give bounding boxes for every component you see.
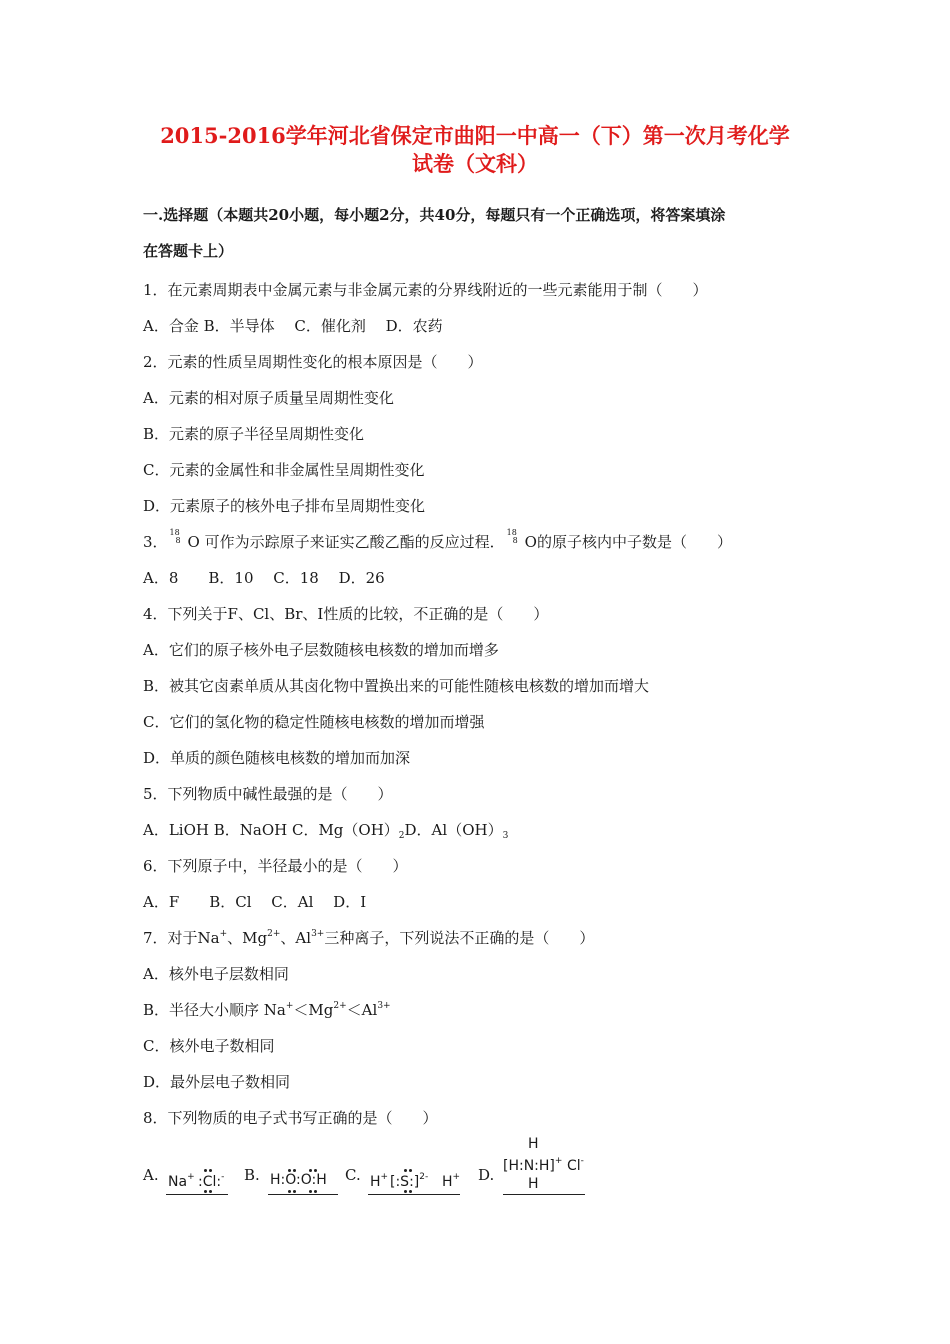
q7-option-c: C．核外电子数相同 [143, 1037, 275, 1055]
q7-option-b: B．半径大小顺序 $Na^+<Mg^{2+}<Al^{3+}$ [143, 1001, 391, 1019]
section-heading: 一.选择题（本题共20小题，每小题2分，共40分，每题只有一个正确选项，将答案填涂 [143, 206, 726, 224]
q8-letter-d: D. [478, 1166, 495, 1184]
formula-a: Na+ :Cl:- [166, 1138, 228, 1198]
q1-stem: 1．在元素周期表中金属元素与非金属元素的分界线附近的一些元素能用于制（ ） [143, 281, 708, 299]
q3-stem: 3． 18 8 O 可作为示踪原子来证实乙酸乙酯的反应过程． 18 8 O的原子核内中子数是（ ） [143, 528, 732, 551]
title-line-1: 2015-2016学年河北省保定市曲阳一中高一（下）第一次月考化学 [160, 123, 790, 148]
q8-letter-a: A. [143, 1166, 159, 1184]
formula-d: H [H:N:H]+ Cl- H [503, 1138, 587, 1198]
q2-option-b: B．元素的原子半径呈周期性变化 [143, 425, 365, 443]
isotope-label: 18 8 [169, 528, 181, 545]
q7-option-d: D．最外层电子数相同 [143, 1073, 291, 1091]
q4-option-c: C．它们的氢化物的稳定性随核电核数的增加而增强 [143, 713, 485, 731]
q4-stem: 4．下列关于F、Cl、Br、I性质的比较，不正确的是（ ） [143, 605, 549, 623]
q2-stem: 2．元素的性质呈周期性变化的根本原因是（ ） [143, 353, 483, 371]
q2-option-d: D．元素原子的核外电子排布呈周期性变化 [143, 497, 426, 515]
q2-option-a: A．元素的相对原子质量呈周期性变化 [143, 389, 394, 407]
q3-options: A．8 B．10 C．18 D．26 [143, 569, 385, 587]
q8-letter-c: C. [345, 1166, 361, 1184]
q4-option-a: A．它们的原子核外电子层数随核电核数的增加而增多 [143, 641, 499, 659]
q2-option-c: C．元素的金属性和非金属性呈周期性变化 [143, 461, 425, 479]
q6-stem: 6．下列原子中，半径最小的是（ ） [143, 857, 408, 875]
q7-option-a: A．核外电子层数相同 [143, 965, 289, 983]
q6-options: A．F B．Cl C．Al D．I [143, 893, 367, 911]
section-heading-cont: 在答题卡上） [143, 242, 234, 260]
q4-option-b: B．被其它卤素单质从其卤化物中置换出来的可能性随核电核数的增加而增大 [143, 677, 650, 695]
q7-stem: 7．对于Na+、$Mg^{2+}$、$Al^{3+}$三种离子，下列说法不正确的是（ ） [143, 929, 595, 947]
q8-letter-b: B. [244, 1166, 260, 1184]
formula-b: H:O:O:H [268, 1138, 340, 1198]
q8-stem: 8．下列物质的电子式书写正确的是（ ） [143, 1109, 438, 1127]
q4-option-d: D．单质的颜色随核电核数的增加而加深 [143, 749, 411, 767]
q1-options: A．合金 B．半导体 C．催化剂 D．农药 [143, 317, 443, 335]
title-line-2: 试卷（文科） [412, 151, 538, 176]
formula-c: H+ [:S:]$^{2-}$ H+ [368, 1138, 460, 1198]
q5-stem: 5．下列物质中碱性最强的是（ ） [143, 785, 393, 803]
q5-options: A．LiOH B．NaOH C．$Mg(OH)_2D$．$Al(OH)_3$ [143, 821, 509, 841]
